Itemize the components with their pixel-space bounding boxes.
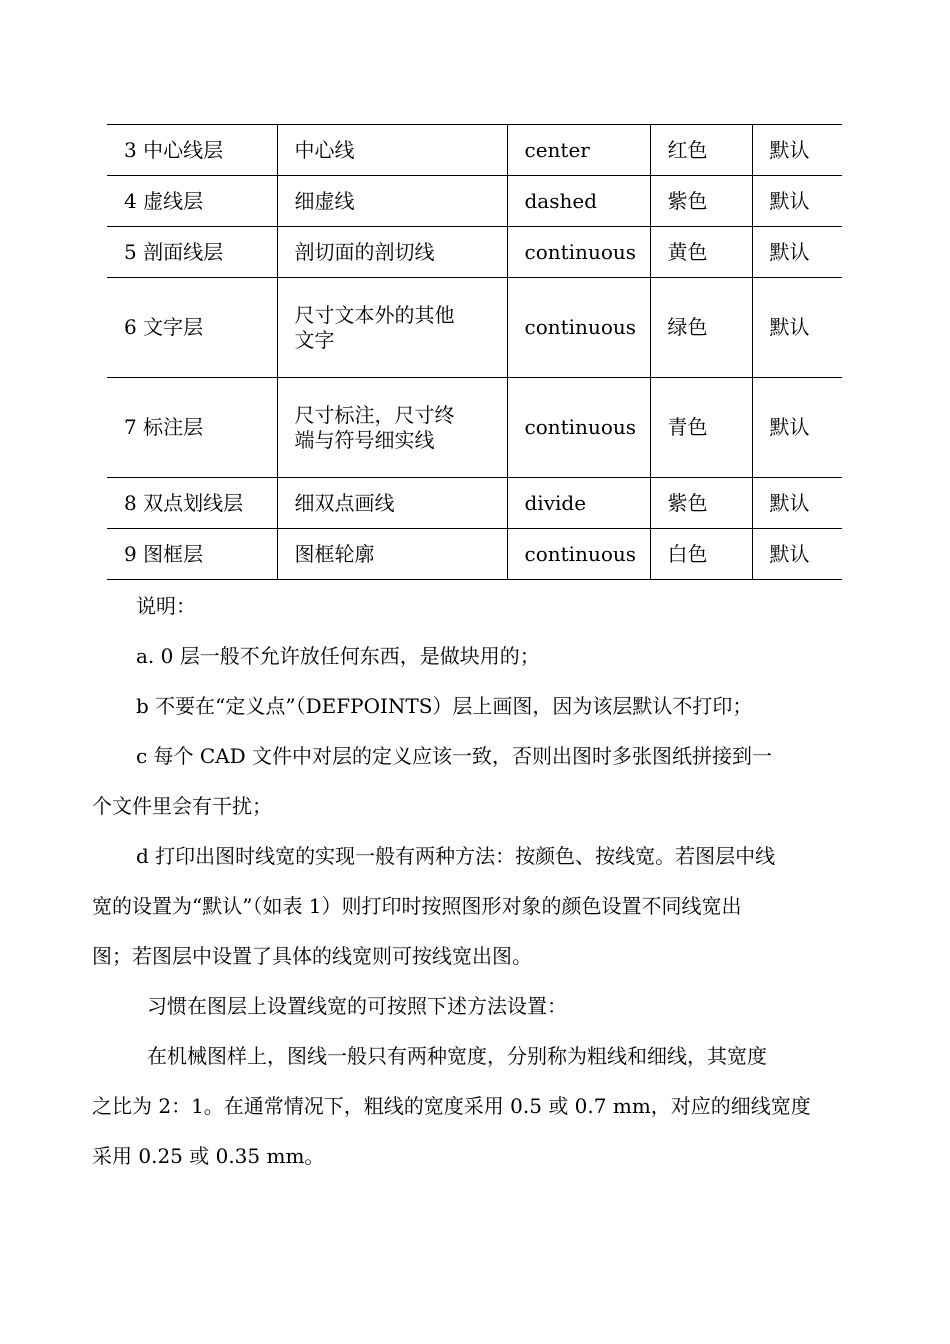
layer-name-cell: 7 标注层 bbox=[107, 378, 277, 478]
note-c-line: 个文件里会有干扰； bbox=[92, 794, 272, 818]
line-usage-cell bbox=[277, 278, 507, 378]
table-row bbox=[107, 227, 842, 278]
line-usage-line: 尺寸文本外的其他 bbox=[294, 302, 455, 327]
note-c-line: c 每个 CAD 文件中对层的定义应该一致，否则出图时多张图纸拼接到一 bbox=[136, 744, 773, 768]
color-cell: 白色 bbox=[650, 529, 752, 580]
table-row bbox=[107, 529, 842, 580]
color-cell: 紫色 bbox=[650, 176, 752, 227]
linetype-cell: continuous bbox=[507, 529, 650, 580]
linetype-cell: center bbox=[507, 125, 650, 176]
note-d-line: 图；若图层中设置了具体的线宽则可按线宽出图。 bbox=[92, 944, 532, 968]
line-usage-cell: 剖切面的剖切线 bbox=[277, 227, 507, 278]
lineweight-cell: 默认 bbox=[752, 176, 842, 227]
color-cell: 红色 bbox=[650, 125, 752, 176]
layer-name-cell: 3 中心线层 bbox=[107, 125, 277, 176]
note-b: b 不要在“定义点”（DEFPOINTS）层上画图，因为该层默认不打印； bbox=[136, 694, 753, 718]
table-row bbox=[107, 125, 842, 176]
linetype-cell: continuous bbox=[507, 278, 650, 378]
lineweight-cell: 默认 bbox=[752, 125, 842, 176]
lineweight-cell: 默认 bbox=[752, 378, 842, 478]
layer-name-cell: 4 虚线层 bbox=[107, 176, 277, 227]
layer-name-cell: 5 剖面线层 bbox=[107, 227, 277, 278]
line-usage-line: 端与符号细实线 bbox=[294, 427, 435, 452]
linetype-cell: dashed bbox=[507, 176, 650, 227]
color-cell: 青色 bbox=[650, 378, 752, 478]
table-row bbox=[107, 378, 842, 478]
lineweight-cell: 默认 bbox=[752, 529, 842, 580]
layer-name-cell: 8 双点划线层 bbox=[107, 478, 277, 529]
color-cell: 绿色 bbox=[650, 278, 752, 378]
lineweight-cell: 默认 bbox=[752, 227, 842, 278]
mechanical-paragraph-line: 在机械图样上，图线一般只有两种宽度，分别称为粗线和细线，其宽度 bbox=[147, 1044, 767, 1068]
lineweight-cell: 默认 bbox=[752, 478, 842, 529]
line-usage-cell: 图框轮廓 bbox=[277, 529, 507, 580]
habit-paragraph: 习惯在图层上设置线宽的可按照下述方法设置： bbox=[147, 994, 567, 1018]
color-cell: 紫色 bbox=[650, 478, 752, 529]
linetype-cell: continuous bbox=[507, 227, 650, 278]
notes-section bbox=[92, 581, 860, 1181]
note-d-line: 宽的设置为“默认”（如表 1）则打印时按照图形对象的颜色设置不同线宽出 bbox=[92, 894, 742, 918]
notes-heading: 说明： bbox=[136, 594, 196, 618]
mechanical-paragraph-line: 之比为 2：1。在通常情况下，粗线的宽度采用 0.5 或 0.7 mm，对应的细线宽度 bbox=[92, 1094, 811, 1118]
color-cell: 黄色 bbox=[650, 227, 752, 278]
line-usage-cell bbox=[277, 378, 507, 478]
table-row bbox=[107, 278, 842, 378]
mechanical-paragraph-line: 采用 0.25 或 0.35 mm。 bbox=[92, 1144, 325, 1168]
line-usage-line: 尺寸标注，尺寸终 bbox=[294, 402, 455, 427]
layer-name-cell: 9 图框层 bbox=[107, 529, 277, 580]
layer-table-body bbox=[107, 125, 842, 580]
line-usage-cell: 细双点画线 bbox=[277, 478, 507, 529]
linetype-cell: divide bbox=[507, 478, 650, 529]
line-usage-cell: 细虚线 bbox=[277, 176, 507, 227]
note-d-line: d 打印出图时线宽的实现一般有两种方法：按颜色、按线宽。若图层中线 bbox=[136, 844, 776, 868]
lineweight-cell: 默认 bbox=[752, 278, 842, 378]
layer-table bbox=[107, 124, 842, 580]
line-usage-line: 文字 bbox=[294, 327, 335, 352]
layer-name-cell: 6 文字层 bbox=[107, 278, 277, 378]
note-a: a. 0 层一般不允许放任何东西，是做块用的； bbox=[136, 644, 540, 668]
line-usage-cell: 中心线 bbox=[277, 125, 507, 176]
table-row bbox=[107, 176, 842, 227]
table-row bbox=[107, 478, 842, 529]
linetype-cell: continuous bbox=[507, 378, 650, 478]
